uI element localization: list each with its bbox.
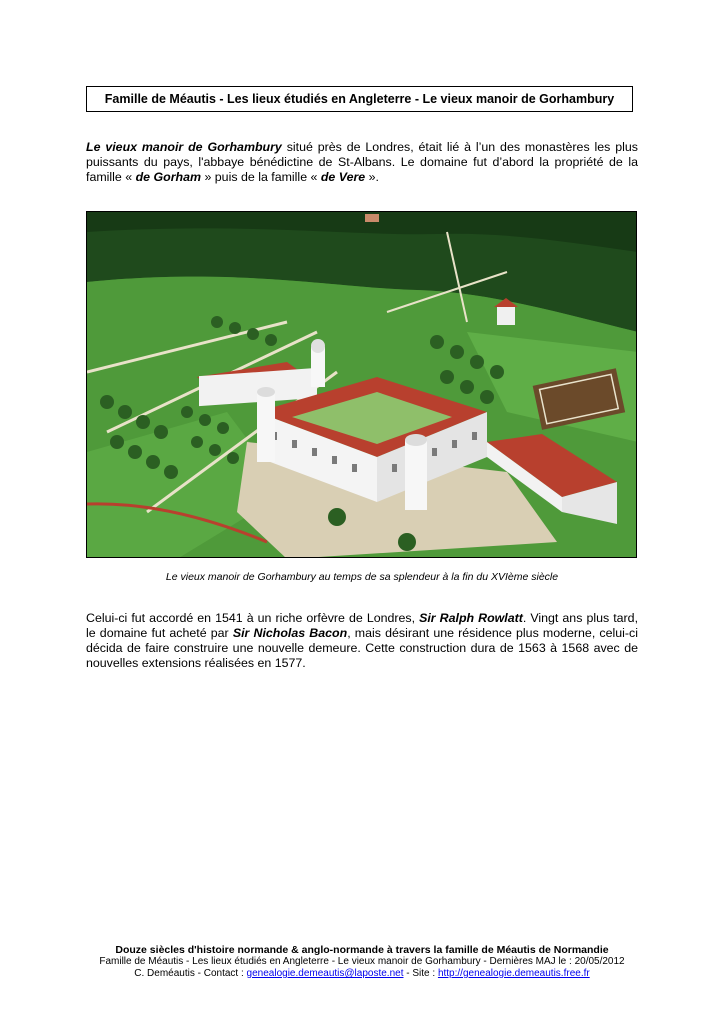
intro-bold-manor: Le vieux manoir de Gorhambury <box>86 140 282 154</box>
footer-title: Douze siècles d'histoire normande & anglo-normande à travers la famille de Méautis de Normandie <box>115 944 609 956</box>
footer-site-link[interactable]: http://genealogie.demeautis.free.fr <box>437 968 590 979</box>
intro-text-2: » puis de la famille « <box>201 170 321 184</box>
history-paragraph <box>86 611 638 671</box>
page-title-text: Famille de Méautis - Les lieux étudiés en Angleterre - Le vieux manoir de Gorhambury <box>104 92 615 106</box>
history-text-2: . Vingt ans plus tard, le domaine fut acheté par <box>86 611 639 640</box>
history-bold-rowlatt: Sir Ralph Rowlatt <box>419 611 523 625</box>
manor-aerial-illustration <box>86 211 637 558</box>
history-bold-bacon: Sir Nicholas Bacon <box>232 626 348 640</box>
page-title <box>86 86 633 112</box>
intro-text-1: situé près de Londres, était lié à l’un des monastères les plus puissants du pays, l'abbaye bénédictine de St-Albans. Le domaine fut d’abord la propriété de la famille « <box>86 140 638 184</box>
history-text-3: , mais désirant une résidence plus moderne, celui-ci décida de faire construire une nouvelle demeure. Cette construction dura de 1563 à 1568 avec de nouvelles extensions réalisées en 1577. <box>86 626 638 670</box>
footer-email-link[interactable]: genealogie.demeautis@laposte.net <box>246 968 404 979</box>
intro-bold-vere: de Vere <box>320 170 366 184</box>
page-footer <box>60 944 664 980</box>
figure-caption: Le vieux manoir de Gorhambury au temps de sa splendeur à la fin du XVIème siècle <box>165 571 559 583</box>
footer-site-label: - Site : <box>403 968 438 979</box>
intro-text-3: ». <box>365 170 379 184</box>
footer-author: C. Deméautis - Contact : <box>134 968 247 979</box>
intro-paragraph <box>86 140 638 185</box>
history-text-1: Celui-ci fut accordé en 1541 à un riche orfèvre de Londres, <box>86 611 420 625</box>
footer-contact-line <box>60 968 664 980</box>
intro-bold-gorham: de Gorham <box>135 170 202 184</box>
footer-line-2: Famille de Méautis - Les lieux étudiés en Angleterre - Le vieux manoir de Gorhambury - Dernières MAJ le : 20/05/2012 <box>99 956 625 967</box>
